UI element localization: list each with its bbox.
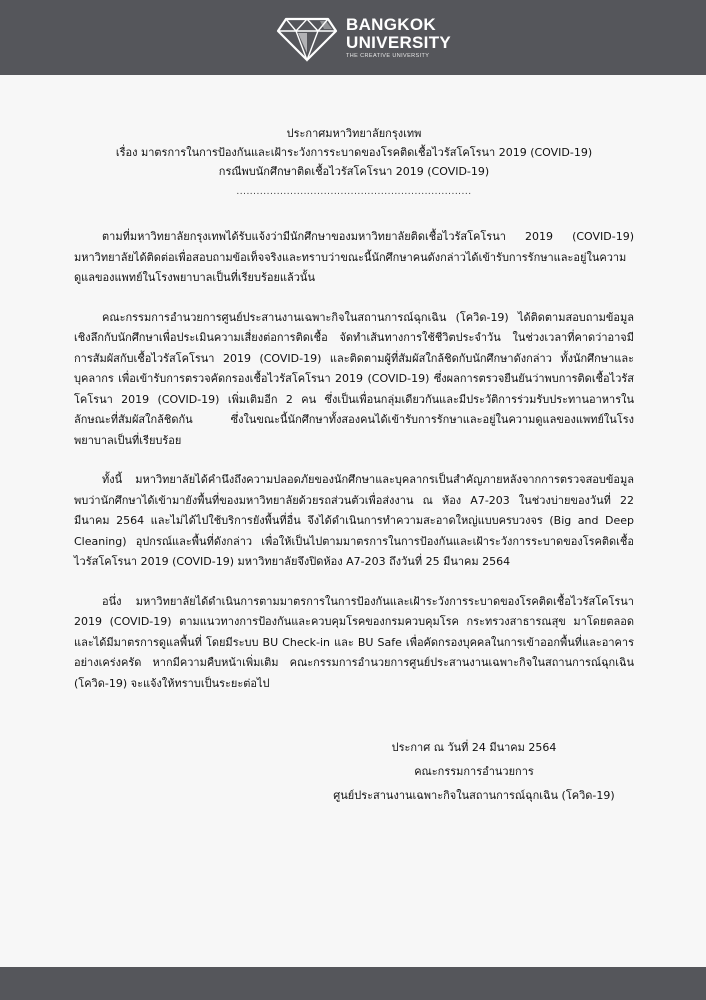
signature-block: [324, 736, 624, 808]
brand-name-line1: BANGKOK: [346, 15, 436, 35]
subject-line: เรื่อง มาตรการในการป้องกันและเฝ้าระวังการระบาดของโรคติดเชื้อไวรัสโคโรนา 2019 (COVID-19): [115, 146, 593, 159]
announcement-document: [74, 124, 634, 808]
brand-tagline: THE CREATIVE UNIVERSITY: [346, 53, 430, 60]
logo-wordmark: [346, 16, 451, 60]
title-line: ประกาศมหาวิทยาลัยกรุงเทพ: [286, 127, 422, 140]
signatory-center: ศูนย์ประสานงานเฉพาะกิจในสถานการณ์ฉุกเฉิน (โควิด-19): [333, 789, 615, 802]
announcement-date: ประกาศ ณ วันที่ 24 มีนาคม 2564: [391, 741, 557, 754]
university-logo[interactable]: [276, 10, 451, 66]
paragraph: อนึ่ง มหาวิทยาลัยได้ดำเนินการตามมาตรการในการป้องกันและเฝ้าระวังการระบาดของโรคติดเชื้อไวรัสโคโรนา 2019 (COVID-19) ตามแนวทางการป้องกันและควบคุมโรคของกรมควบคุมโรค กระทรวงสาธารณสุข มาโดยตลอด และได้มีมาตรการดูแลพื้นที่ โดยมีระบบ BU Check-in และ BU Safe เพื่อคัดกรองบุคคลในการเข้าออกพื้นที่และอาคารอย่างเคร่งครัด หากมีความคืบหน้าเพิ่มเติม คณะกรรมการอำนวยการศูนย์ประสานงานเฉพาะกิจในสถานการณ์ฉุกเฉิน (โควิด-19) จะแจ้งให้ทราบเป็นระยะต่อไป: [74, 594, 634, 690]
paragraph: ตามที่มหาวิทยาลัยกรุงเทพได้รับแจ้งว่ามีนักศึกษาของมหาวิทยาลัยติดเชื้อไวรัสโคโรนา 2019 (COVID-19) มหาวิทยาลัยได้ติดต่อเพื่อสอบถามข้อเท็จจริงและทราบว่าขณะนี้นักศึกษาคนดังกล่าวได้เข้ารับการรักษาและอยู่ในความดูแลของแพทย์ในโรงพยาบาลเป็นที่เรียบร้อยแล้วนั้น: [74, 230, 634, 284]
footer-bar: [0, 967, 706, 1000]
paragraph: คณะกรรมการอำนวยการศูนย์ประสานงานเฉพาะกิจในสถานการณ์ฉุกเฉิน (โควิด-19) ได้ติดตามสอบถามข้อมูลเชิงลึกกับนักศึกษาเพื่อประเมินความเสี่ยงต่อการติดเชื้อ จัดทำเส้นทางการใช้ชีวิตประจำวัน ในช่วงเวลาที่คาดว่าอาจมีการสัมผัสกับเชื้อไวรัสโคโรนา 2019 (COVID-19) และติดตามผู้ที่สัมผัสใกล้ชิดกับนักศึกษาดังกล่าว ทั้งนักศึกษาและบุคลากร เพื่อเข้ารับการตรวจคัดกรองเชื้อไวรัสโคโรนา 2019 (COVID-19) ซึ่งผลการตรวจยืนยันว่าพบการติดเชื้อไวรัสโคโรนา 2019 (COVID-19) เพิ่มเติมอีก 2 คน ซึ่งเป็นเพื่อนกลุ่มเดียวกันและมีประวัติการร่วมรับประทานอาหารในลักษณะที่สัมผัสใกล้ชิดกัน ซึ่งในขณะนี้นักศึกษาทั้งสองคนได้เข้ารับการรักษาและอยู่ในความดูแลของแพทย์ในโรงพยาบาลเป็นที่เรียบร้อย: [74, 310, 634, 447]
announcement-title: [74, 124, 634, 181]
subject-line-2: กรณีพบนักศึกษาติดเชื้อไวรัสโคโรนา 2019 (COVID-19): [218, 165, 490, 178]
diamond-logo-icon: [276, 13, 338, 63]
brand-name-line2: UNIVERSITY: [346, 33, 452, 53]
title-separator: ......................................................................: [236, 187, 472, 197]
header-bar: [0, 0, 706, 75]
signatory-committee: คณะกรรมการอำนวยการ: [414, 765, 534, 778]
paragraph: ทั้งนี้ มหาวิทยาลัยได้คำนึงถึงความปลอดภัยของนักศึกษาและบุคลากรเป็นสำคัญภายหลังจากการตรวจสอบข้อมูลพบว่านักศึกษาได้เข้ามายังพื้นที่ของมหาวิทยาลัยด้วยรถส่วนตัวเพื่อส่งงาน ณ ห้อง A7-203 ในช่วงบ่ายของวันที่ 22 มีนาคม 2564 และไม่ได้ไปใช้บริการยังพื้นที่อื่น จึงได้ดำเนินการทำความสะอาดใหญ่แบบครบวงจร (Big and Deep Cleaning) อุปกรณ์และพื้นที่ดังกล่าว เพื่อให้เป็นไปตามมาตรการในการป้องกันและเฝ้าระวังการระบาดของโรคติดเชื้อไวรัสโคโรนา 2019 (COVID-19) มหาวิทยาลัยจึงปิดห้อง A7-203 ถึงวันที่ 25 มีนาคม 2564: [74, 473, 634, 568]
